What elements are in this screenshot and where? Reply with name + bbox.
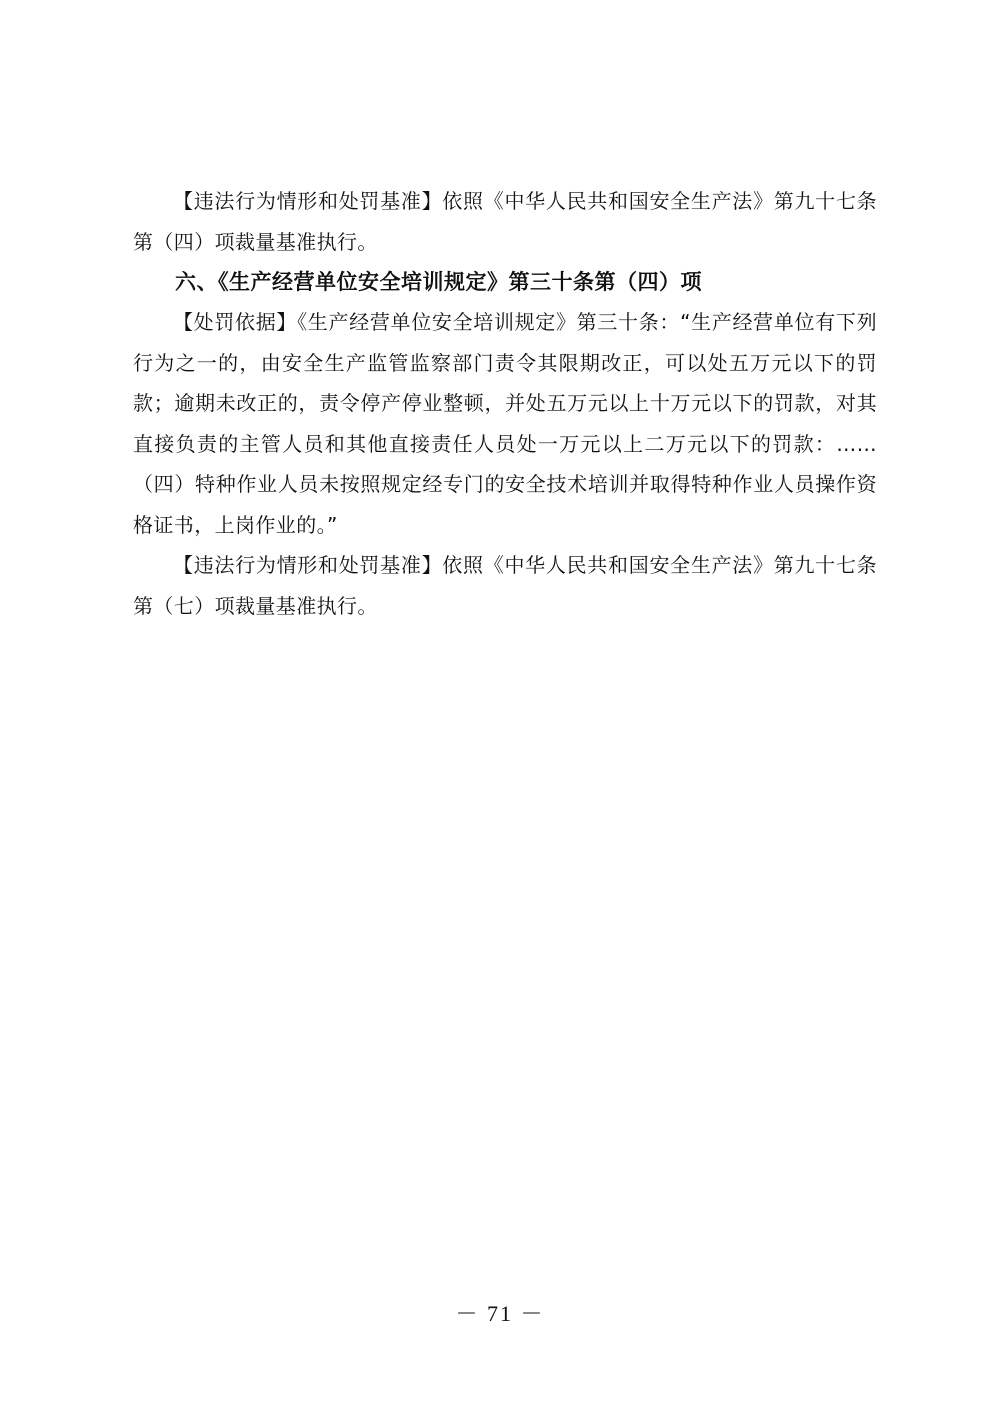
penalty-standard-paragraph-1: [133, 181, 877, 262]
section-label: 【违法行为情形和处罚基准】: [173, 553, 443, 577]
section-heading: 六、《生产经营单位安全培训规定》第三十条第（四）项: [175, 269, 702, 294]
document-body: [133, 181, 877, 626]
penalty-standard-paragraph-2: [133, 545, 877, 626]
section-label: 【处罚依据】: [173, 310, 298, 334]
paragraph-text: 依照《中华人民共和国安全生产法》第九十七条第（七）项裁量基准执行。: [133, 553, 877, 618]
page-number: － 71 －: [455, 1301, 545, 1326]
paragraph-text: 依照《中华人民共和国安全生产法》第九十七条第（四）项裁量基准执行。: [133, 189, 877, 254]
section-label: 【违法行为情形和处罚基准】: [173, 189, 443, 213]
paragraph-text: 《生产经营单位安全培训规定》第三十条：“生产经营单位有下列行为之一的，由安全生产监管监察部门责令其限期改正，可以处五万元以下的罚款；逾期未改正的，责令停产停业整顿，并处五万元以上十万元以下的罚款，对其直接负责的主管人员和其他直接责任人员处一万元以上二万元以下的罚款：……（四）特种作业人员未按照规定经专门的安全技术培训并取得特种作业人员操作资格证书，上岗作业的。”: [133, 310, 877, 537]
penalty-basis-paragraph: [133, 302, 877, 545]
